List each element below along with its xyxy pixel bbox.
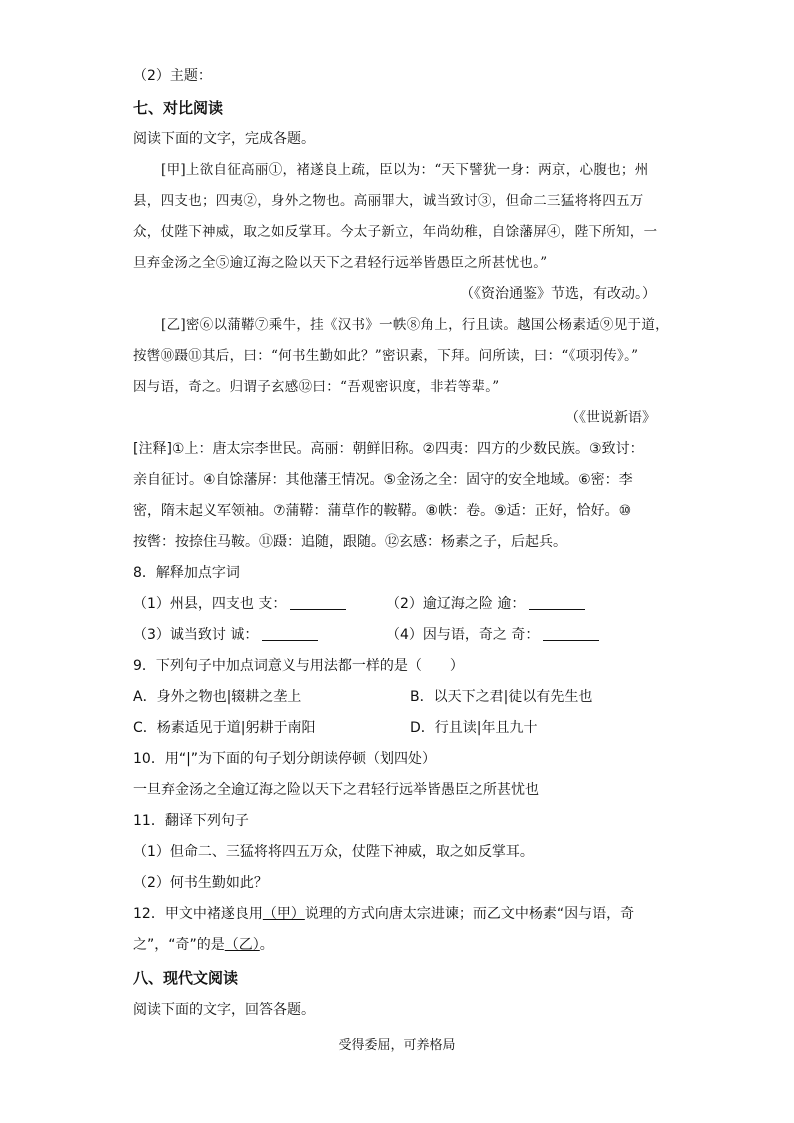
question-11-item: （2）何书生勤如此？ — [133, 875, 268, 891]
passage-jia-line: 县，四支也；四夷②，身外之物也。高丽罪大，诚当致讨③，但命二三猛将将四五万 — [133, 193, 644, 209]
question-8: 8．解释加点字词 — [133, 565, 240, 581]
question-8-item: （2）逾辽海之险 逾： — [386, 594, 585, 614]
source-zizhitongjian: （《资治通鉴》节选，有改动。） — [460, 286, 656, 302]
instruction: 阅读下面的文字，完成各题。 — [133, 131, 315, 147]
question-10: 10．用“|”为下面的句子划分朗读停顿（划四处） — [133, 751, 437, 767]
annotation-line: 密，隋末起义军领袖。⑦蒲鞯：蒲草作的鞍鞯。⑧帙：卷。⑨适：正好，恰好。⑩ — [133, 503, 632, 519]
passage-yi-line: [乙]密⑥以蒲鞯⑦乘牛，挂《汉书》一帙⑧角上，行且读。越国公杨素适⑨见于道， — [161, 317, 669, 333]
question-12-cont: 之”，“奇”的是（乙）。 — [133, 937, 274, 953]
question-10-sentence: 一旦弃金汤之全逾辽海之险以天下之君轻行远举皆愚臣之所甚忧也 — [133, 782, 539, 798]
passage-jia-line: [甲]上欲自征高丽①，褚遂良上疏，臣以为：“天下譬犹一身：两京，心腹也；州 — [161, 162, 649, 178]
question-9: 9．下列句子中加点词意义与用法都一样的是（ ） — [133, 658, 464, 674]
page-footer: 受得委屈，可养格局 — [338, 1038, 456, 1053]
annotation-line: [注释]①上：唐太宗李世民。高丽：朝鲜旧称。②四夷：四方的少数民族。③致讨： — [133, 441, 644, 457]
option-c[interactable]: C．杨素适见于道|躬耕于南阳 — [133, 720, 316, 736]
passage-jia-line: 旦弃金汤之全⑤逾辽海之险以天下之君轻行远举皆愚臣之所甚忧也。” — [133, 255, 548, 271]
answer-blank[interactable] — [262, 626, 318, 641]
item-theme: （2）主题： — [133, 68, 212, 84]
section-heading-contrast-reading: 七、对比阅读 — [133, 99, 224, 117]
answer-blank-jia[interactable]: （甲） — [262, 906, 305, 922]
passage-yi-line: 按辔⑩蹑⑪其后，曰：“何书生勤如此？”密识素，下拜。问所读，曰：“《项羽传》。” — [133, 348, 639, 364]
option-b[interactable]: B．以天下之君|徒以有先生也 — [410, 689, 593, 705]
question-11: 11．翻译下列句子 — [133, 813, 249, 829]
question-11-item: （1）但命二、三猛将将四五万众，仗陛下神威，取之如反掌耳。 — [133, 844, 534, 860]
question-8-item: （4）因与语，奇之 奇： — [386, 625, 599, 645]
annotation-line: 亲自征讨。④自馀藩屏：其他藩王情况。⑤金汤之全：固守的安全地域。⑥密：李 — [133, 472, 633, 488]
passage-yi-line: 因与语，奇之。归谓子玄感⑫曰：“吾观密识度，非若等辈。” — [133, 379, 500, 395]
source-shishuoxinyu: （《世说新语》 — [565, 410, 656, 426]
option-a[interactable]: A．身外之物也|辍耕之垄上 — [133, 689, 302, 705]
question-8-item: （1）州县，四支也 支： — [133, 594, 346, 614]
answer-blank-yi[interactable]: （乙） — [224, 937, 260, 953]
option-d[interactable]: D．行且读|年且九十 — [410, 720, 538, 736]
passage-jia-line: 众，仗陛下神威，取之如反掌耳。今太子新立，年尚幼稚，自馀藩屏④，陛下所知，一 — [133, 224, 658, 240]
answer-blank[interactable] — [529, 595, 585, 610]
question-8-item: （3）诚当致讨 诚： — [133, 625, 318, 645]
annotation-line: 按辔：按捺住马鞍。⑪蹑：追随，跟随。⑫玄感：杨素之子，后起兵。 — [133, 534, 567, 550]
question-12: 12．甲文中褚遂良用（甲）说理的方式向唐太宗进谏；而乙文中杨素“因与语，奇 — [133, 906, 635, 922]
section-heading-modern-reading: 八、现代文阅读 — [133, 969, 239, 987]
answer-blank[interactable] — [290, 595, 346, 610]
answer-blank[interactable] — [543, 626, 599, 641]
instruction: 阅读下面的文字，回答各题。 — [133, 1002, 315, 1018]
